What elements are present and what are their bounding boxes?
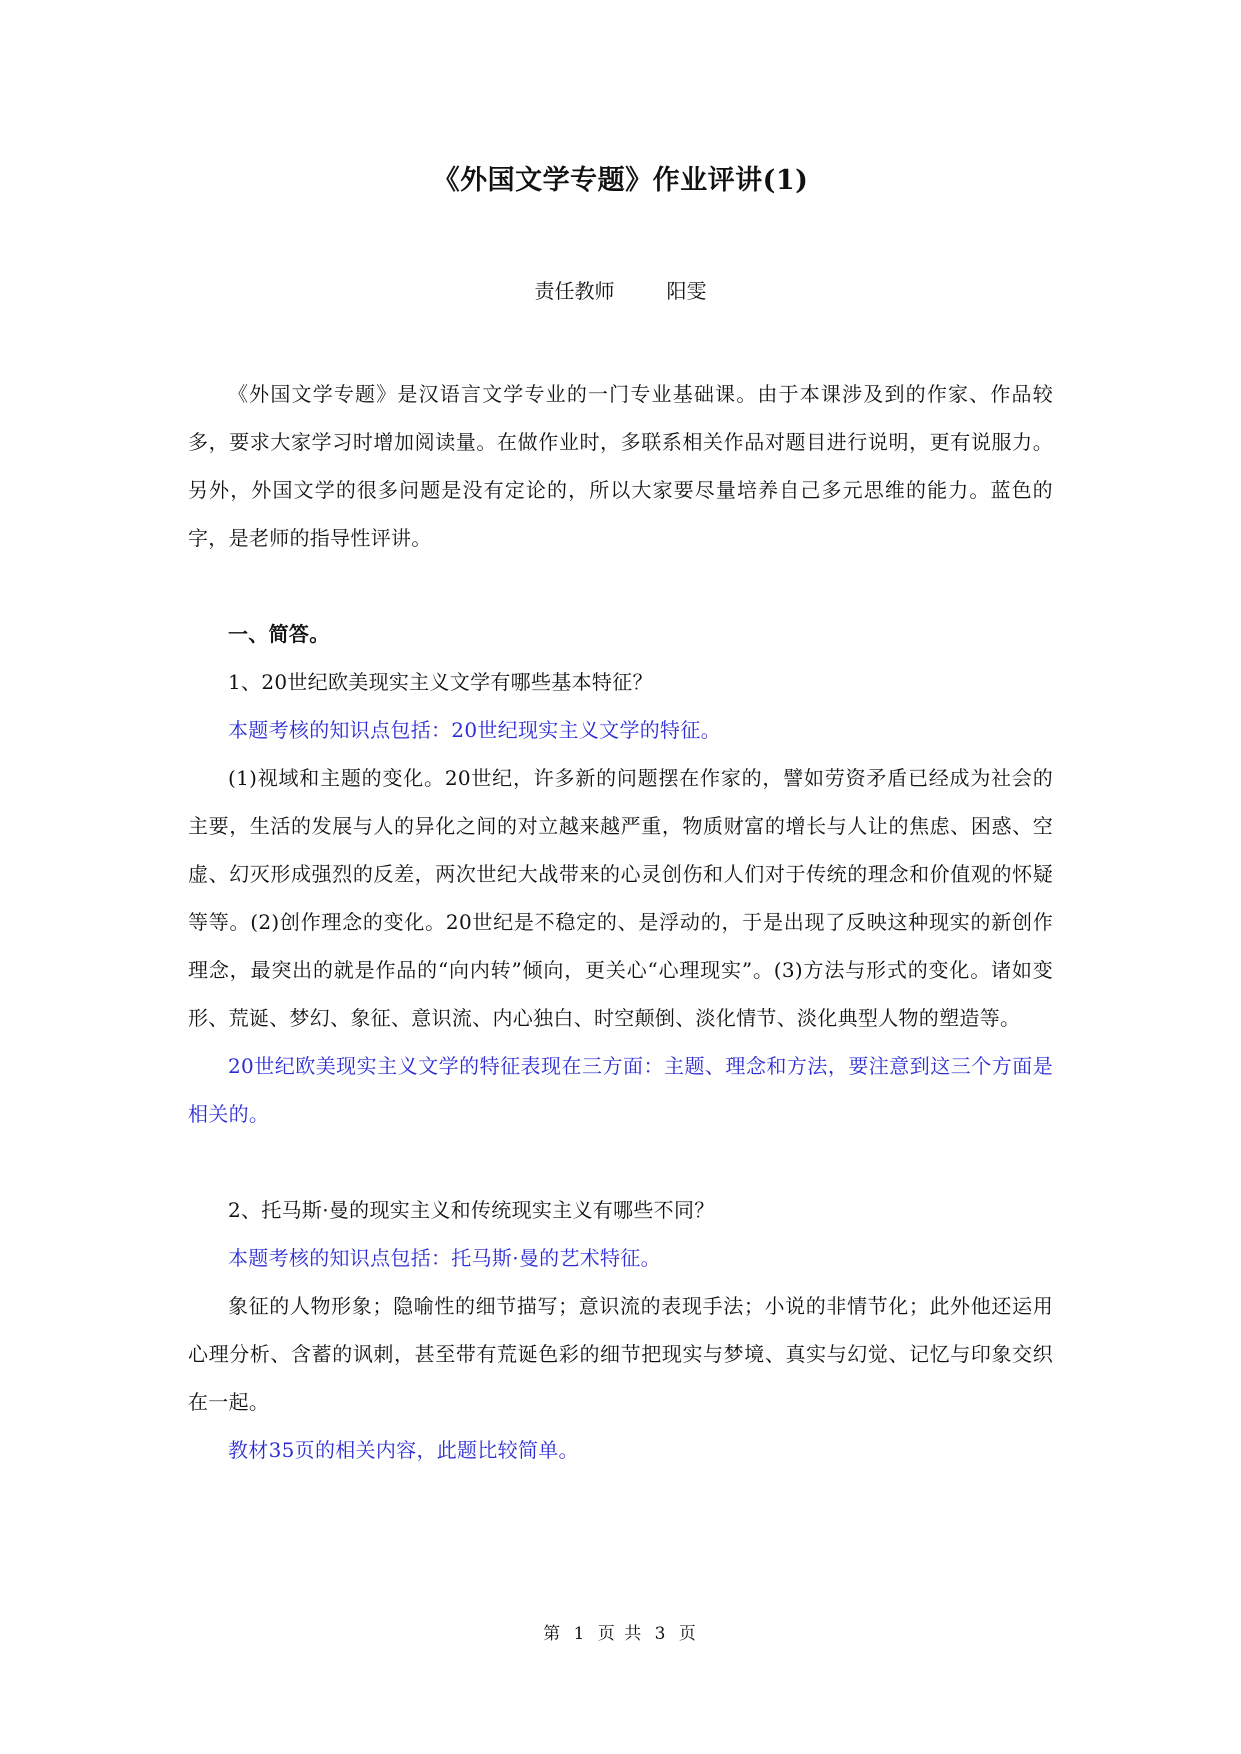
- intro-paragraph: 《外国文学专题》是汉语言文学专业的一门专业基础课。由于本课涉及到的作家、作品较多，要求大家学习时增加阅读量。在做作业时，多联系相关作品对题目进行说明，更有说服力。另外，外国文学的很多问题是没有定论的，所以大家要尽量培养自己多元思维的能力。蓝色的字，是老师的指导性评讲。: [188, 382, 1053, 550]
- page-footer: [0, 1622, 1241, 1646]
- document-title: 《外国文学专题》作业评讲(1): [432, 165, 809, 196]
- knowledge-point-2: 本题考核的知识点包括：托马斯·曼的艺术特征。: [228, 1246, 661, 1270]
- question-1: 1、20世纪欧美现实主义文学有哪些基本特征？: [228, 670, 653, 694]
- footer-middle: 页 共: [597, 1624, 644, 1644]
- comment-2: 教材35页的相关内容，此题比较简单。: [228, 1438, 579, 1462]
- byline-name: 阳雯: [666, 279, 707, 303]
- byline: [0, 276, 1241, 306]
- comment-1: 20世纪欧美现实主义文学的特征表现在三方面：主题、理念和方法，要注意到这三个方面是相关的。: [188, 1054, 1053, 1126]
- section-heading: 一、简答。: [228, 622, 330, 646]
- document-body: [188, 370, 1053, 1474]
- footer-page-number: 1: [573, 1624, 587, 1644]
- knowledge-point-1: 本题考核的知识点包括：20世纪现实主义文学的特征。: [228, 718, 721, 742]
- question-2: 2、托马斯·曼的现实主义和传统现实主义有哪些不同？: [228, 1198, 715, 1222]
- byline-role: 责任教师: [534, 279, 615, 303]
- footer-prefix: 第: [543, 1624, 563, 1644]
- answer-2: 象征的人物形象；隐喻性的细节描写；意识流的表现手法；小说的非情节化；此外他还运用心理分析、含蓄的讽刺，甚至带有荒诞色彩的细节把现实与梦境、真实与幻觉、记忆与印象交织在一起。: [188, 1294, 1053, 1414]
- answer-1: (1)视域和主题的变化。20世纪，许多新的问题摆在作家的，譬如劳资矛盾已经成为社会的主要，生活的发展与人的异化之间的对立越来越严重，物质财富的增长与人让的焦虑、困惑、空虚、幻灭形成强烈的反差，两次世纪大战带来的心灵创伤和人们对于传统的理念和价值观的怀疑等等。(2)创作理念的变化。20世纪是不稳定的、是浮动的，于是出现了反映这种现实的新创作理念，最突出的就是作品的“向内转”倾向，更关心“心理现实”。(3)方法与形式的变化。诸如变形、荒诞、梦幻、象征、意识流、内心独白、时空颠倒、淡化情节、淡化典型人物的塑造等。: [188, 766, 1053, 1030]
- footer-total-pages: 3: [654, 1624, 668, 1644]
- footer-suffix: 页: [678, 1624, 698, 1644]
